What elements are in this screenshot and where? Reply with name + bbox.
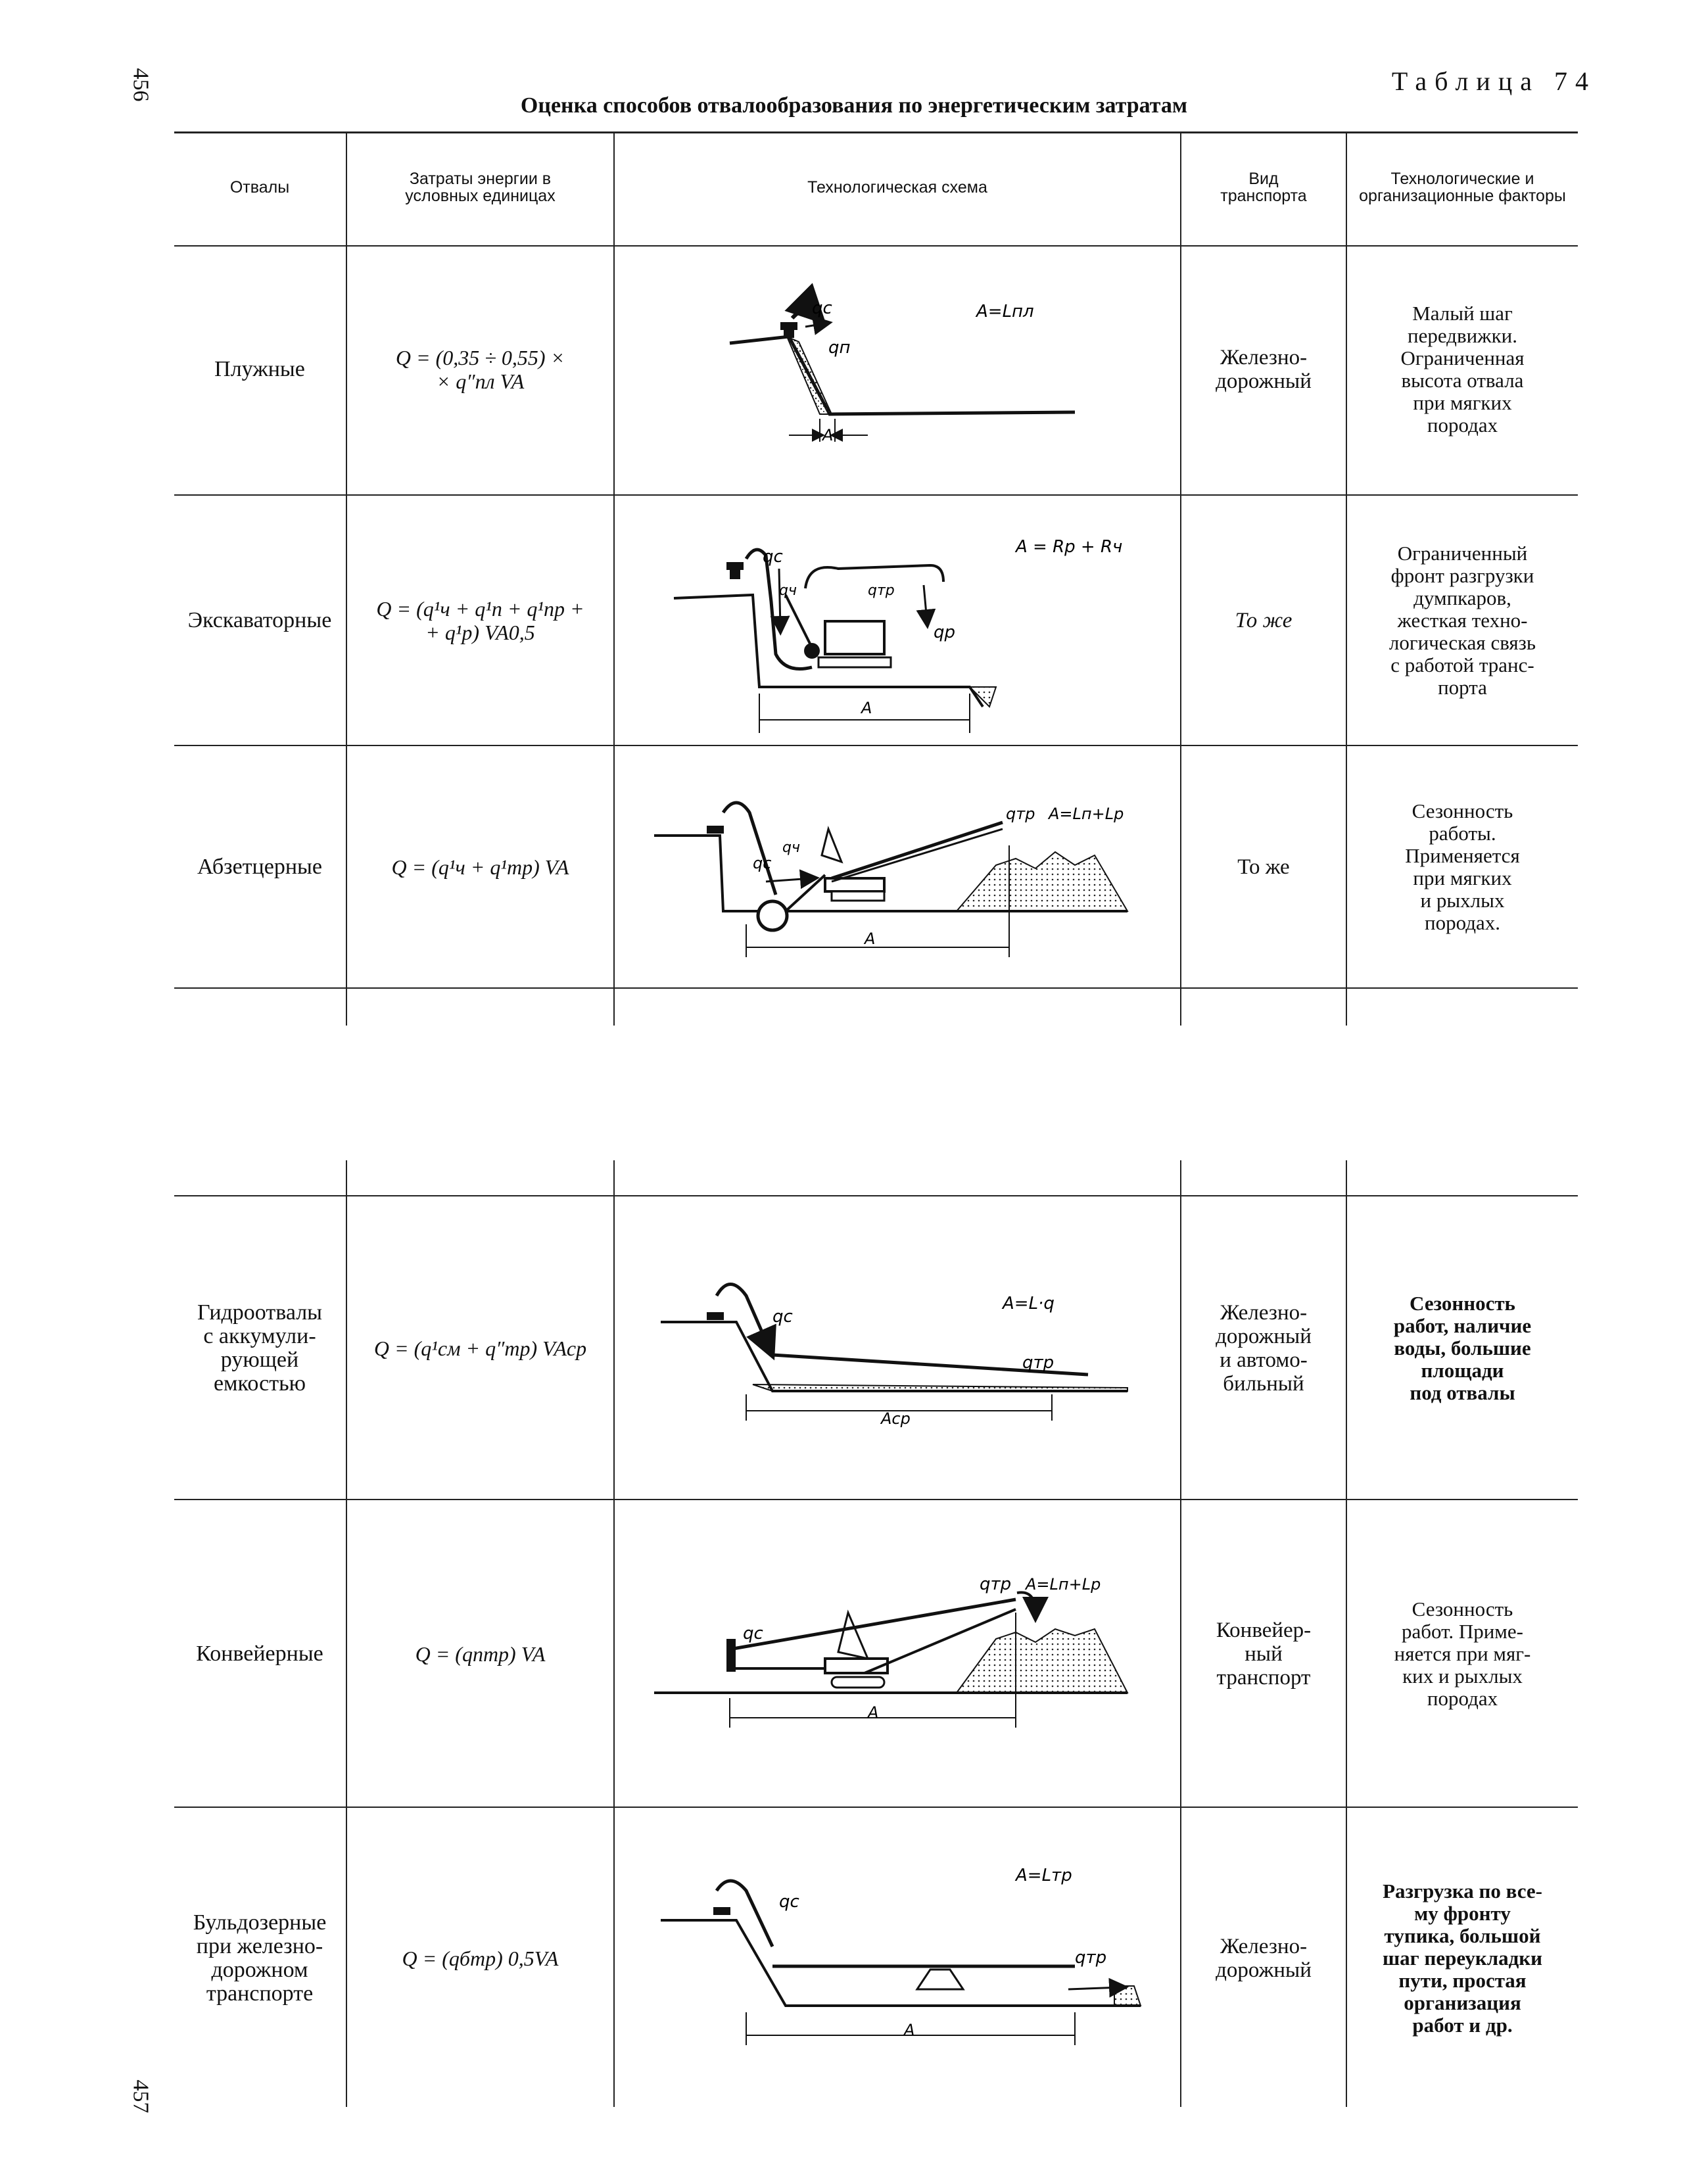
scheme-label: qр [934, 623, 956, 642]
row-name: Бульдозерные при железно- дорожном транспорте [193, 1910, 327, 2006]
row-transport: Железно- дорожный и автомо- бильный [1216, 1300, 1312, 1396]
header-transport: Вид транспорта [1220, 170, 1307, 205]
row-transport: Железно- дорожный [1216, 346, 1312, 393]
scheme-label: qп [828, 338, 851, 358]
scheme-label: qтр [980, 1574, 1012, 1594]
scheme-label: A [861, 699, 872, 717]
header-factors: Технологические и организационные факторы [1359, 170, 1566, 205]
row-transport: Железно- дорожный [1216, 1934, 1312, 1982]
scheme-label: A [868, 1703, 879, 1722]
scheme-plow [615, 245, 1180, 494]
row-formula: Q = (q¹ч + q¹п + q¹пр + + q¹р) VA0,5 [376, 597, 584, 644]
row-divider [174, 494, 1578, 496]
row-factors: Разгрузка по все- му фронту тупика, большой шаг переукладки пути, простая организация работ и др. [1382, 1879, 1542, 2037]
scheme-label: A=Lп+Lр [1049, 805, 1124, 823]
scheme-label: qс [753, 854, 772, 872]
scheme-label: qч [779, 582, 797, 599]
row-transport: То же [1235, 609, 1293, 632]
row-name: Абзетцерные [197, 855, 322, 879]
row-formula: Q = (q¹ч + q¹тр) VA [391, 855, 569, 879]
header-energy: Затраты энергии в условных единицах [405, 170, 556, 205]
scheme-hydro [615, 1197, 1180, 1499]
row-divider [174, 1807, 1578, 1808]
scheme-label: Aср [881, 1409, 911, 1428]
scheme-label: qс [779, 1892, 799, 1912]
row-divider [174, 1195, 1578, 1196]
scheme-bulldozer [615, 1808, 1180, 2108]
header-dumps: Отвалы [229, 178, 290, 197]
scheme-label: A=Lпл [976, 302, 1034, 321]
scheme-label: A = Rр + Rч [1016, 537, 1123, 557]
row-divider [174, 987, 1578, 989]
scheme-conveyor [615, 1501, 1180, 1807]
scheme-label: qтр [1075, 1948, 1107, 1968]
scheme-label: A [822, 426, 834, 444]
table-title: Оценка способов отвалообразования по энергетическим затратам [520, 93, 1188, 118]
row-name: Конвейерные [196, 1641, 323, 1666]
scheme-label: qс [772, 1307, 793, 1327]
row-factors: Сезонность работ, наличие воды, большие площади под отвалы [1393, 1291, 1532, 1404]
row-factors: Сезонность работ. Приме- няется при мяг- ких и рыхлых породах [1394, 1597, 1531, 1710]
scheme-label: A [865, 930, 876, 948]
row-name: Экскаваторные [187, 608, 332, 632]
row-formula: Q = (0,35 ÷ 0,55) × × q″пл VA [395, 346, 565, 393]
page-number-bottom: 457 [128, 2079, 153, 2114]
scheme-label: qч [782, 839, 800, 856]
table-number: Таблица 74 [1391, 66, 1596, 96]
scheme-label: qс [763, 547, 783, 567]
row-formula: Q = (qбтр) 0,5VA [402, 1946, 559, 1970]
scheme-spreader [615, 747, 1180, 987]
row-factors: Ограниченный фронт разгрузки думпкаров, жесткая техно- логическая связь с работой транс- порта [1388, 542, 1536, 699]
scheme-label: qтр [868, 582, 895, 599]
row-transport: То же [1237, 855, 1290, 879]
row-transport: Конвейер- ный транспорт [1216, 1618, 1312, 1690]
scheme-label: A=Lп+Lр [1026, 1575, 1101, 1594]
scheme-label: A=L·q [1003, 1294, 1055, 1313]
scheme-label: qтр [1022, 1353, 1055, 1373]
scheme-label: A [904, 2021, 915, 2039]
scheme-label: qс [812, 298, 832, 318]
page-number-top: 456 [128, 68, 153, 102]
row-formula: Q = (qптр) VA [415, 1642, 546, 1666]
row-factors: Сезонность работы. Применяется при мягких и рыхлых породах. [1405, 799, 1520, 934]
scheme-excavator [615, 496, 1180, 745]
header-scheme: Технологическая схема [807, 178, 987, 197]
row-name: Плужные [214, 357, 305, 381]
row-divider [174, 1499, 1578, 1500]
row-divider [174, 745, 1578, 746]
row-formula: Q = (q¹см + q″тр) VAср [373, 1336, 587, 1360]
scheme-label: qс [743, 1624, 763, 1643]
scheme-label: qтр [1006, 805, 1035, 823]
row-factors: Малый шаг передвижки. Ограниченная высота отвала при мягких породах [1400, 302, 1525, 437]
scheme-label: A=Lтр [1016, 1866, 1072, 1885]
row-name: Гидроотвалы с аккумули- рующей емкостью [197, 1300, 323, 1396]
